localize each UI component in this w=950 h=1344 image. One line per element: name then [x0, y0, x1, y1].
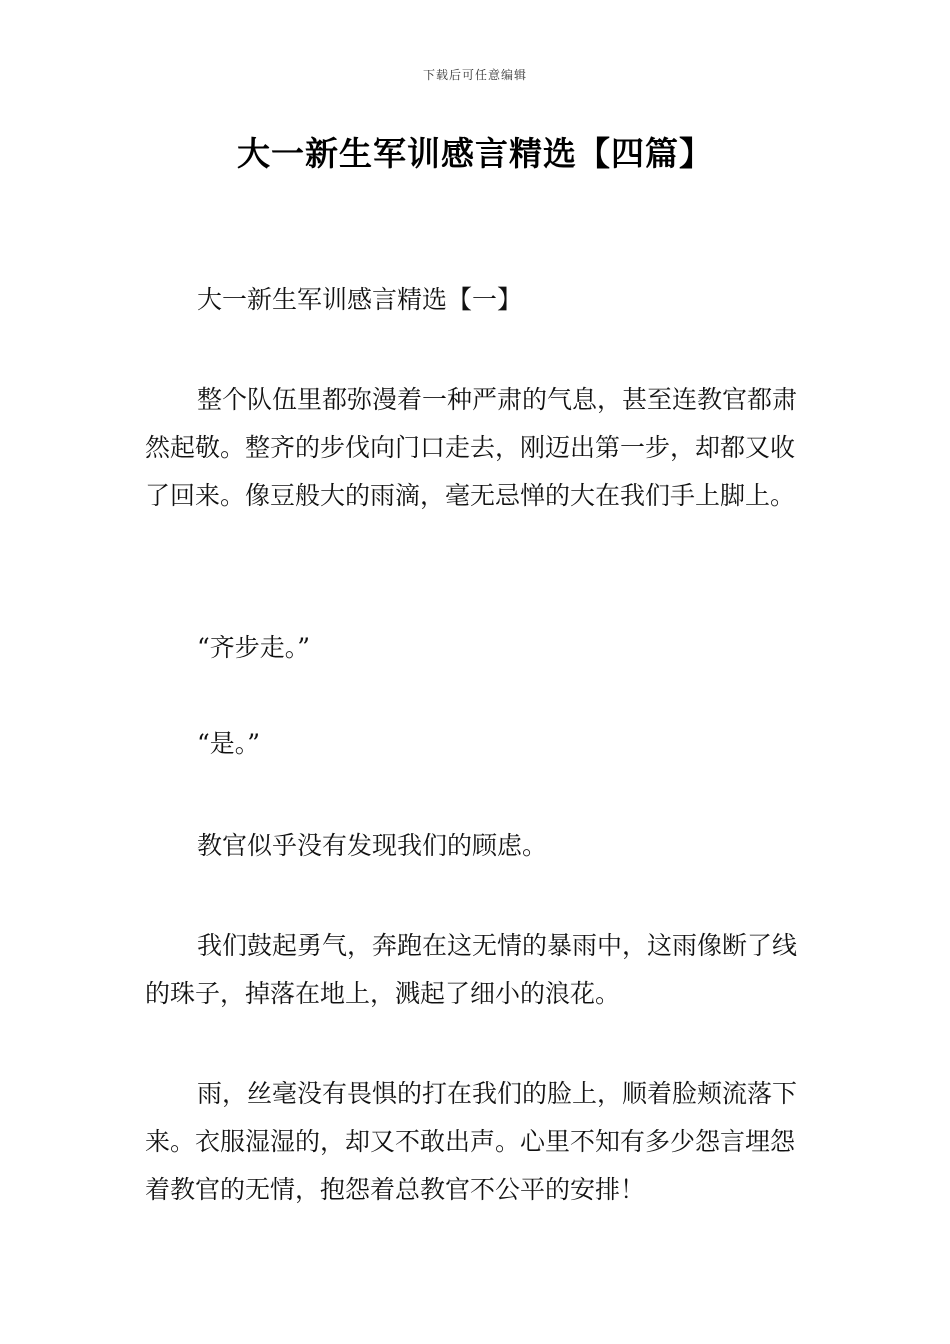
paragraph-3: “是。”	[197, 729, 261, 758]
paragraph-1: 整个队伍里都弥漫着一种严肃的气息，甚至连教官都肃然起敬。整齐的步伐向门口走去，刚迈出第一步，却都又收了回来。像豆般大的雨滴，毫无忌惮的大在我们手上脚上。	[145, 385, 798, 510]
paragraph-5: 我们鼓起勇气，奔跑在这无情的暴雨中，这雨像断了线的珠子，掉落在地上，溅起了细小的浪花。	[145, 931, 798, 1008]
section-heading: 大一新生军训感言精选【一】	[197, 285, 523, 314]
paragraph-2: “齐步走。”	[197, 633, 311, 662]
paragraph-4: 教官似乎没有发现我们的顾虑。	[197, 831, 548, 860]
paragraph-6: 雨，丝毫没有畏惧的打在我们的脸上，顺着脸颊流落下来。衣服湿湿的，却又不敢出声。心里不知有多少怨言埋怨着教官的无情，抱怨着总教官不公平的安排！	[145, 1079, 798, 1204]
header-note: 下载后可任意编辑	[422, 68, 527, 82]
document-title: 大一新生军训感言精选【四篇】	[237, 134, 713, 173]
